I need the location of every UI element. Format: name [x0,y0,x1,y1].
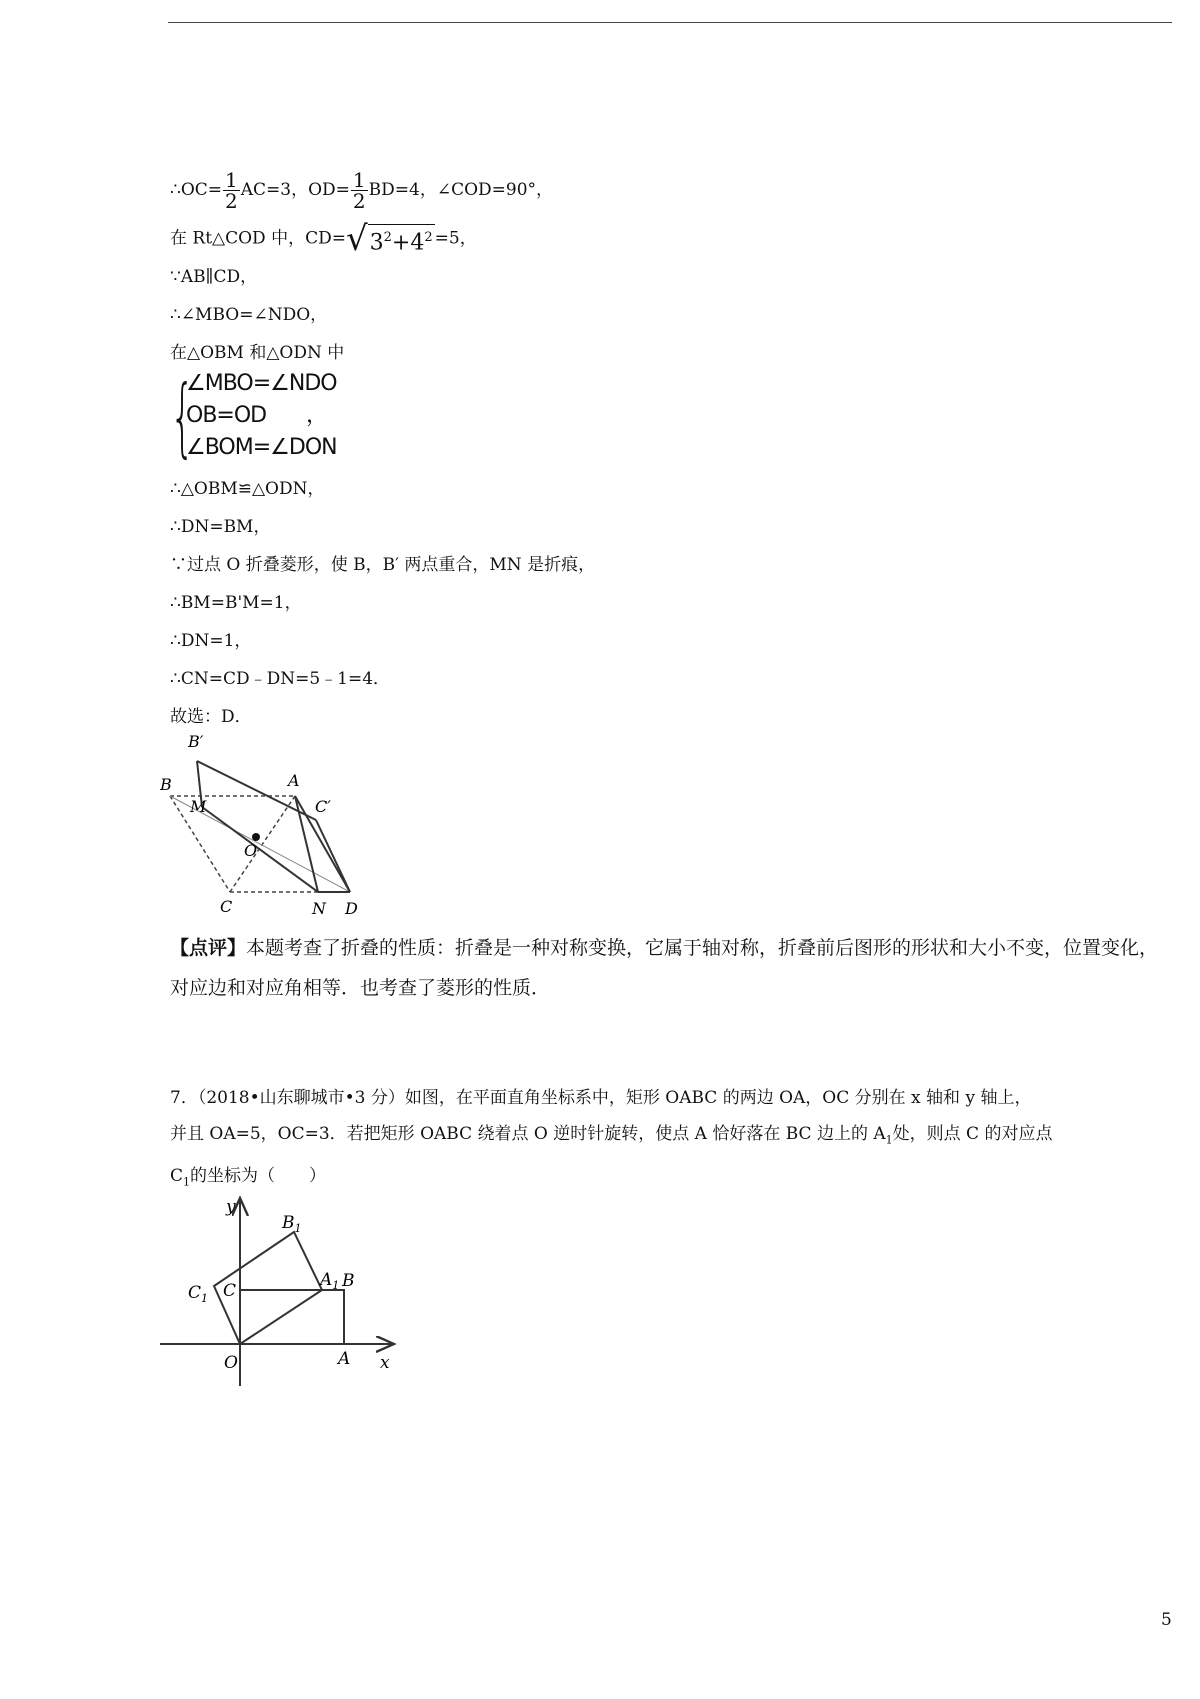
solution-line: ∴△OBM≌△ODN， [170,479,325,499]
label-b: B [160,775,172,794]
solution-line: ∴∠MBO=∠NDO， [170,305,328,325]
system-row: OB=OD [186,403,267,428]
label-c-prime: C′ [315,797,331,816]
line-text: AC=3，OD= [240,180,350,200]
rhombus-fold-figure [160,732,380,922]
diagonal-ac [230,796,295,892]
equation-system [170,367,370,470]
system-row: ∠BOM=∠DON [186,435,337,460]
label-y: y [226,1197,236,1217]
label-b-prime: B′ [188,732,204,751]
label-o: O [244,841,258,860]
rectangle-oabc [240,1290,344,1344]
label-c: C [220,897,233,916]
label-b1: $B_1$ [282,1213,302,1235]
problem-line: 7．（2018•山东聊城市•3 分）如图，在平面直角坐标系中，矩形 OABC 的两边 OA，OC 分别在 x 轴和 y 轴上， [170,1088,1032,1108]
review-text: 本题考查了折叠的性质：折叠是一种对称变换，它属于轴对称，折叠前后图形的形状和大小不变，位置变化，对应边和对应角相等．也考查了菱形的性质． [170,937,1159,999]
solution-line: ∴DN=BM， [170,517,271,537]
solution-line: ∴CN=CD﹣DN=5﹣1=4． [170,669,391,689]
solution-line: ∵AB∥CD， [170,267,258,287]
label-n: N [312,899,326,918]
label-c1: $C_1$ [188,1283,209,1305]
review-comment [170,928,1170,1008]
line-text: =5， [434,228,477,249]
solution-line-oc-od [170,170,553,211]
label-a: A [338,1349,351,1369]
square-root [345,219,435,259]
solution-line: 故选：D． [170,707,252,727]
problem-7 [170,1080,1180,1201]
line-text: 在 Rt△COD 中，CD= [170,228,346,249]
label-d: D [345,899,358,918]
label-a: A [288,771,300,790]
left-brace-icon: { [170,367,195,467]
solution-line: 在△OBM 和△ODN 中 [170,343,345,363]
label-x: x [380,1353,390,1373]
label-o: O [224,1353,238,1373]
line-text: ∴OC= [170,180,223,200]
header-rule [168,22,1172,23]
line-text: BD=4，∠COD=90°， [368,180,554,200]
problem-line: $C_1$的坐标为（ ） [170,1166,327,1189]
radical-sign-icon: √ [345,219,368,259]
solution-line: ∴BM=B'M=1， [170,593,302,613]
radicand: $3^2+4^2$ [368,224,435,254]
fraction-half: $\frac{1}{2}$ [352,168,366,213]
system-row: ∠MBO=∠NDO [186,371,337,396]
label-a1: $A_1$ [320,1270,340,1292]
review-tag: 【点评】 [170,937,247,959]
label-c: C [223,1281,237,1301]
label-m: M [190,797,207,816]
coordinate-rotation-figure [160,1188,410,1398]
solution-line: ∴DN=1， [170,631,252,651]
point-o-icon [252,833,260,841]
problem-line: 并且 OA=5，OC=3．若把矩形 OABC 绕着点 O 逆时针旋转，使点 A 恰好落在 BC 边上的 $A_1$处，则点 C 的对应点 [170,1124,1053,1147]
label-b: B [342,1271,355,1291]
solution-line-cd [170,219,477,259]
fraction-half: $\frac{1}{2}$ [225,168,238,213]
solution-line: ∵过点 O 折叠菱形，使 B，B′ 两点重合，MN 是折痕， [170,555,596,575]
page-number: 5 [1161,1610,1172,1630]
system-comma: ， [306,403,328,428]
